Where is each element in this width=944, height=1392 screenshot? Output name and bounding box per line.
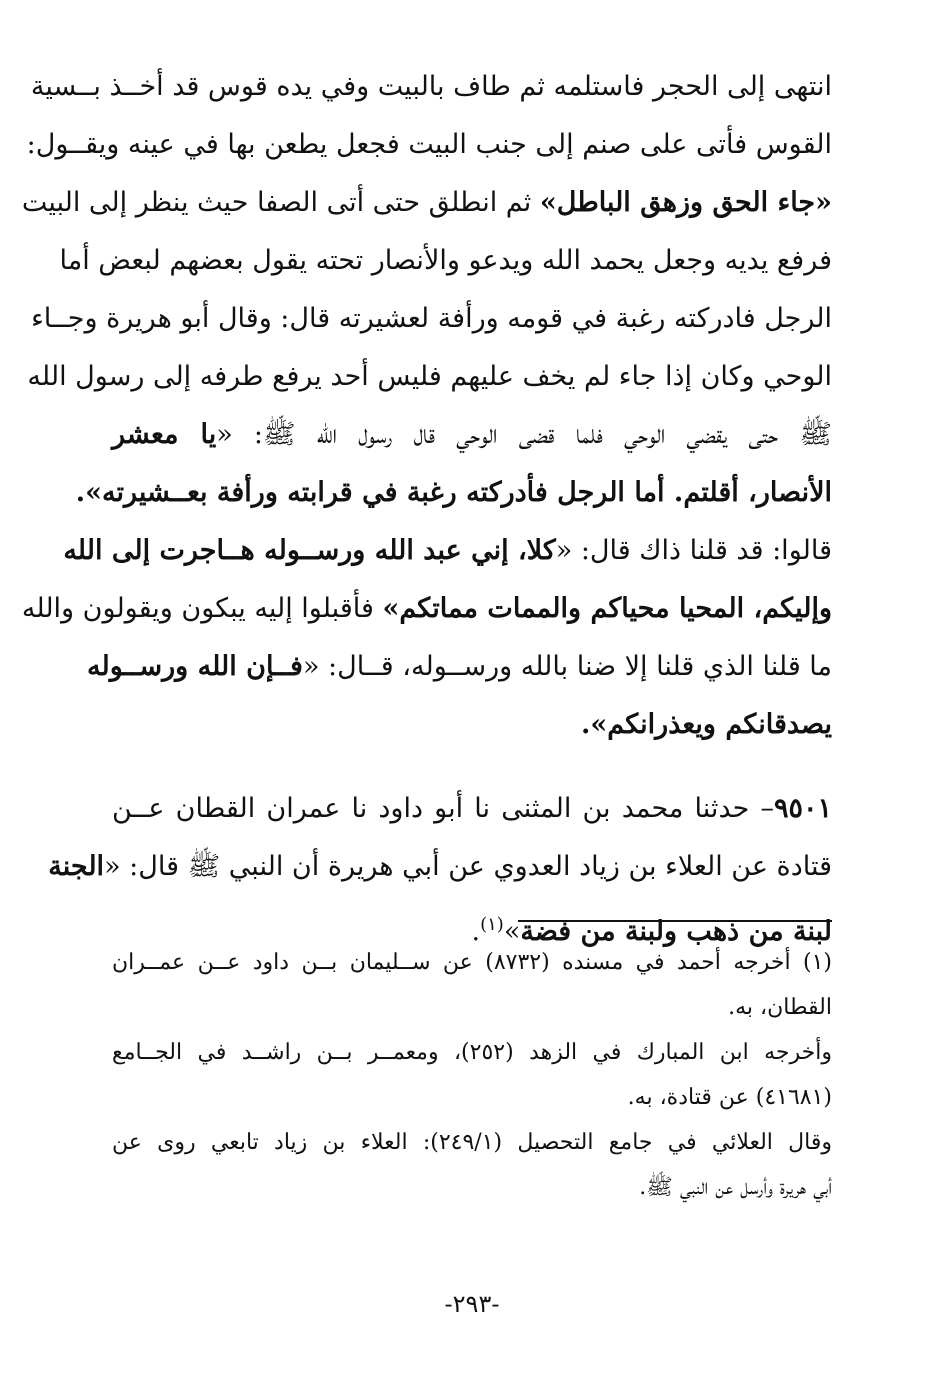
footnote-line: أبي هريرة وأرسل عن النبي ﷺ. bbox=[639, 1175, 832, 1200]
hadith-quote: كلا، إني عبد الله ورســوله هــاجرت إلى الله bbox=[63, 535, 556, 566]
hadith-quote: فــإن الله ورســوله bbox=[87, 651, 303, 682]
text-line bbox=[21, 174, 832, 232]
hadith-line bbox=[112, 780, 832, 838]
text-line bbox=[63, 522, 832, 580]
text-fragment: . bbox=[471, 916, 481, 947]
footnote-ref: (١) bbox=[480, 914, 504, 935]
footnote-divider bbox=[518, 920, 832, 922]
text-fragment: فأقبلوا إليه يبكون ويقولون والله bbox=[21, 593, 374, 624]
hadith-number: ٩٥٠١ bbox=[773, 793, 832, 824]
hadith-quote: لبنة من ذهب ولبنة من فضة bbox=[520, 916, 832, 947]
quran-quote: «جاء الحق وزهق الباطل» bbox=[539, 187, 832, 218]
hadith-quote: يا معشر bbox=[112, 419, 217, 450]
text-fragment: ﷺ حتى يقضي الوحي فلما قضى الوحي قال رسول الله ﷺ: « bbox=[216, 419, 832, 450]
footnote-line: وأخرجه ابن المبارك في الزهد (٢٥٢)، ومعمــر بــن راشــد في الجــامع bbox=[112, 1040, 832, 1065]
text-fragment: قالوا: قد قلنا ذاك قال: « bbox=[555, 535, 832, 566]
hadith-quote: وإليكم، المحيا محياكم والممات مماتكم» bbox=[382, 593, 832, 624]
text-line bbox=[87, 638, 832, 696]
text-line: القوس فأتى على صنم إلى جنب البيت فجعل يطعن بها في عينه ويقــول: bbox=[26, 129, 832, 160]
text-fragment: قتادة عن العلاء بن زياد العدوي عن أبي هريرة أن النبي ﷺ قال: « bbox=[104, 851, 832, 882]
text-line: الوحي وكان إذا جاء لم يخف عليهم فليس أحد يرفع طرفه إلى رسول الله bbox=[27, 361, 832, 392]
text-line: يصدقانكم ويعذرانكم». bbox=[581, 709, 832, 740]
text-line: انتهى إلى الحجر فاستلمه ثم طاف بالبيت وفي يده قوس قد أخــذ بــسية bbox=[30, 71, 832, 102]
text-line bbox=[21, 580, 832, 638]
text-line: فرفع يديه وجعل يحمد الله ويدعو والأنصار تحته يقول بعضهم لبعض أما bbox=[59, 245, 832, 276]
footnote-line: وقال العلائي في جامع التحصيل (٢٤٩/١): العلاء بن زياد تابعي روى عن bbox=[112, 1130, 832, 1155]
hadith-dash: – bbox=[760, 793, 774, 824]
quote-close: » bbox=[503, 916, 521, 947]
text-line: الرجل فادركته رغبة في قومه ورأفة لعشيرته قال: وقال أبو هريرة وجــاء bbox=[31, 303, 832, 334]
main-text bbox=[21, 58, 832, 954]
page-number: -٢٩٣- bbox=[444, 1290, 500, 1318]
footnotes bbox=[112, 940, 832, 1210]
text-line: الأنصار، أقلتم. أما الرجل فأدركته رغبة في قرابته ورأفة بعــشيرته». bbox=[75, 477, 832, 508]
hadith-line bbox=[48, 838, 832, 896]
footnote-line: (١) أخرجه أحمد في مسنده (٨٧٣٢) عن ســليمان بــن داود عــن عمــران bbox=[112, 950, 832, 975]
footnote-line: القطان، به. bbox=[728, 995, 832, 1020]
hadith-quote: الجنة bbox=[48, 851, 105, 882]
paragraph-gap bbox=[112, 754, 832, 780]
text-fragment: حدثنا محمد بن المثنى نا أبو داود نا عمران القطان عــن bbox=[112, 793, 750, 824]
text-line bbox=[112, 406, 832, 464]
text-fragment: ثم انطلق حتى أتى الصفا حيث ينظر إلى البيت bbox=[21, 187, 532, 218]
footnote-line: (٤١٦٨١) عن قتادة، به. bbox=[627, 1085, 832, 1110]
text-fragment: ما قلنا الذي قلنا إلا ضنا بالله ورســوله، قــال: « bbox=[302, 651, 832, 682]
